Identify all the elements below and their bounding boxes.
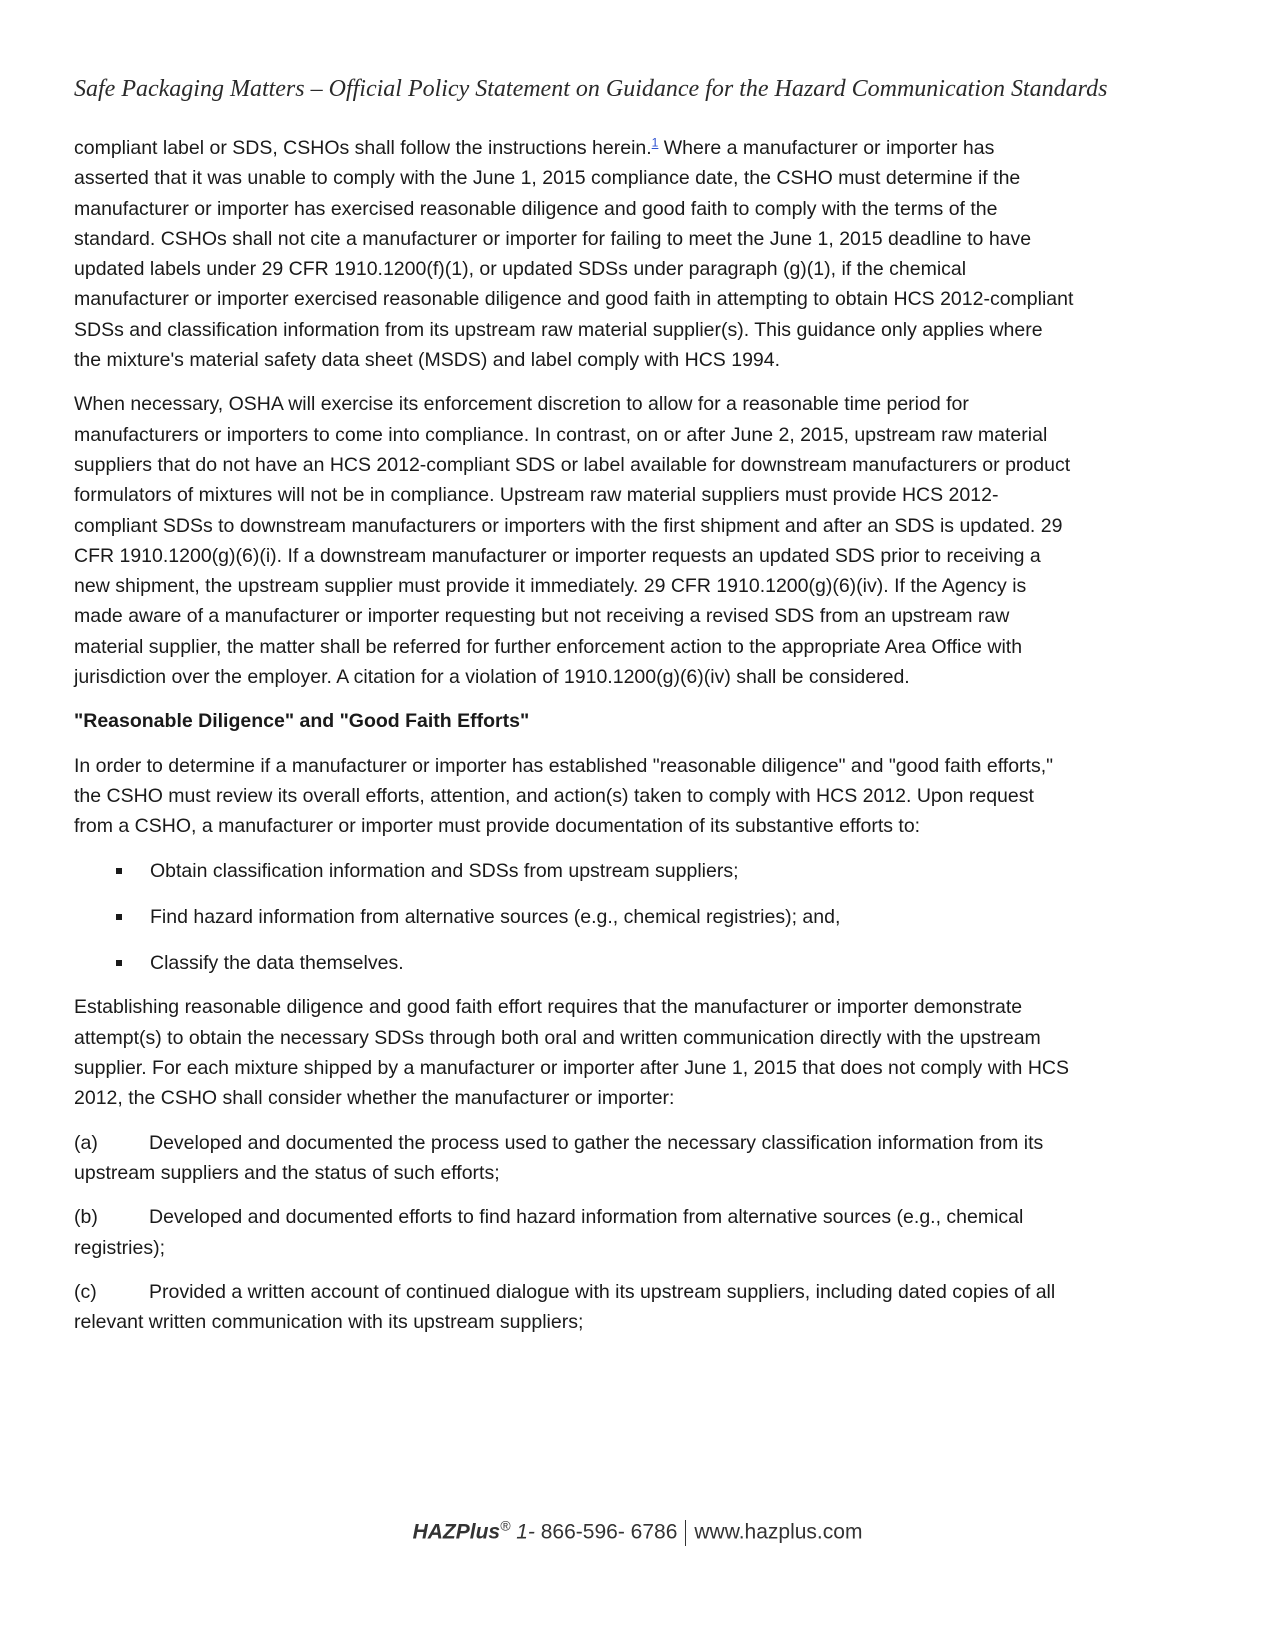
- enumerated-item-a: [74, 1128, 1074, 1189]
- enumerated-item-text: Provided a written account of continued dialogue with its upstream suppliers, including dated copies of all relevant written communication with its upstream suppliers;: [74, 1280, 1056, 1334]
- enumerated-item-letter: (c): [74, 1280, 97, 1303]
- enumerated-item-text: Developed and documented the process used to gather the necessary classification information from its upstream suppliers and the status of such efforts;: [74, 1131, 1044, 1184]
- bullet-item-text: Classify the data themselves.: [150, 952, 404, 975]
- bullet-item: [74, 948, 1074, 978]
- enumerated-item-letter: (a): [74, 1131, 98, 1154]
- enumerated-item-text: Developed and documented efforts to find hazard information from alternative sources (e.g., chemical registries);: [74, 1206, 1024, 1259]
- enumerated-item-letter: (b): [74, 1206, 98, 1229]
- document-body: [74, 133, 1074, 1351]
- paragraph-3: In order to determine if a manufacturer or importer has established "reasonable diligence" and "good faith efforts," the CSHO must review its overall efforts, attention, and action(s) taken to comply with HCS 2012. Upon request from a CSHO, a manufacturer or importer must provide documentation of its substantive efforts to:: [74, 754, 1054, 838]
- footer-brand: HAZPlus: [412, 1520, 501, 1544]
- paragraph-1: [74, 133, 1074, 375]
- paragraph-1-text-b: Where a manufacturer or importer has asserted that it was unable to comply with the June 1, 2015 compliance date, the CSHO must determine if the manufacturer or importer has exercised reasonable diligence and good faith to comply with the terms of the standard. CSHOs shall not cite a manufacturer or importer for failing to meet the June 1, 2015 deadline to have updated labels under 29 CFR 1910.1200(f)(1), or updated SDSs under paragraph (g)(1), if the chemical manufacturer or importer exercised reasonable diligence and good faith in attempting to obtain HCS 2012-compliant SDSs and classification information from its upstream raw material supplier(s). This guidance only applies where the mixture's material safety data sheet (MSDS) and label comply with HCS 1994.: [74, 137, 1074, 372]
- section-heading: "Reasonable Diligence" and "Good Faith Efforts": [74, 710, 530, 733]
- square-bullet-icon: [116, 960, 122, 966]
- square-bullet-icon: [116, 868, 122, 874]
- footer-divider: [685, 1520, 686, 1546]
- paragraph-4: Establishing reasonable diligence and good faith effort requires that the manufacturer or importer demonstrate attempt(s) to obtain the necessary SDSs through both oral and written communication directly with the upstream supplier. For each mixture shipped by a manufacturer or importer after June 1, 2015 that does not comply with HCS 2012, the CSHO shall consider whether the manufacturer or importer:: [74, 996, 1069, 1110]
- bullet-item: [74, 856, 1074, 886]
- bullet-item-text: Obtain classification information and SDSs from upstream suppliers;: [150, 859, 739, 882]
- footnote-reference-link[interactable]: 1: [651, 135, 659, 150]
- enumerated-item-b: [74, 1202, 1074, 1263]
- footer-registered-mark: ®: [500, 1517, 511, 1534]
- paragraph-1-text-a: compliant label or SDS, CSHOs shall follow the instructions herein.: [74, 137, 652, 159]
- footer-website[interactable]: www.hazplus.com: [694, 1520, 863, 1544]
- footer-phone-prefix: 1-: [510, 1520, 535, 1544]
- paragraph-2: When necessary, OSHA will exercise its enforcement discretion to allow for a reasonable time period for manufacturers or importers to come into compliance. In contrast, on or after June 2, 2015, upstream raw material suppliers that do not have an HCS 2012-compliant SDS or label available for downstream manufacturers or product formulators of mixtures will not be in compliance. Upstream raw material suppliers must provide HCS 2012-compliant SDSs to downstream manufacturers or importers with the first shipment and after an SDS is updated. 29 CFR 1910.1200(g)(6)(i). If a downstream manufacturer or importer requests an updated SDS prior to receiving a new shipment, the upstream supplier must provide it immediately. 29 CFR 1910.1200(g)(6)(iv). If the Agency is made aware of a manufacturer or importer requesting but not receiving a revised SDS from an upstream raw material supplier, the matter shall be referred for further enforcement action to the appropriate Area Office with jurisdiction over the employer. A citation for a violation of 1910.1200(g)(6)(iv) shall be considered.: [74, 393, 1071, 689]
- bullet-list: [74, 856, 1074, 979]
- square-bullet-icon: [116, 914, 122, 920]
- footer-phone: 866-596- 6786: [534, 1520, 678, 1544]
- bullet-item-text: Find hazard information from alternative sources (e.g., chemical registries); and,: [150, 905, 841, 928]
- enumerated-item-c: [74, 1277, 1074, 1338]
- bullet-item: [74, 902, 1074, 932]
- page-header-title: Safe Packaging Matters – Official Policy Statement on Guidance for the Hazard Communication Standards: [74, 76, 1108, 102]
- page-footer: [0, 1517, 1275, 1546]
